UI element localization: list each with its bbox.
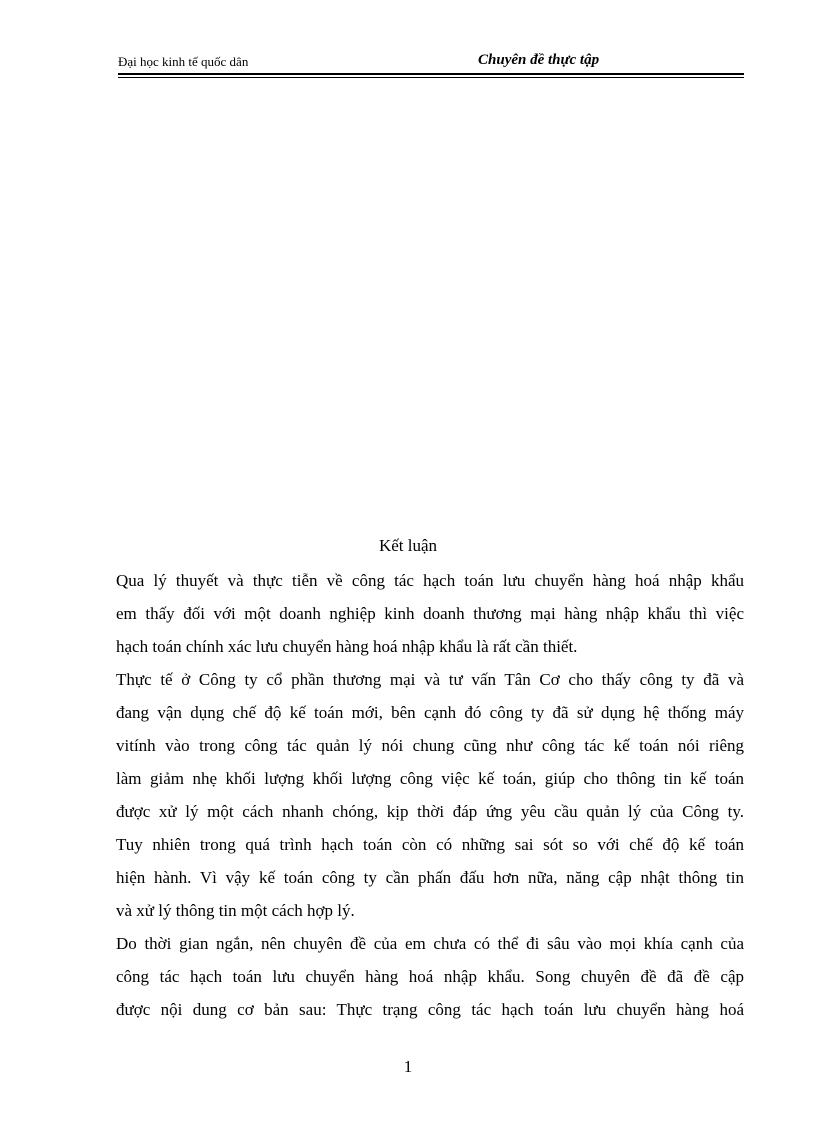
text-line-9: Tuy nhiên trong quá trình hạch toán còn có những sai sót so với chế độ kế toán xyxy=(116,835,744,854)
text-line-12: Do thời gian ngắn, nên chuyên đề của em chưa có thể đi sâu vào mọi khía cạnh của xyxy=(116,934,744,953)
text-line-4: Thực tế ở Công ty cổ phần thương mại và tư vấn Tân Cơ cho thấy công ty đã và xyxy=(116,670,744,689)
text-line-13: công tác hạch toán lưu chuyển hàng hoá nhập khẩu. Song chuyên đề đã đề cập xyxy=(116,967,744,986)
page-number: 1 xyxy=(403,1057,413,1076)
text-line-11: và xử lý thông tin một cách hợp lý. xyxy=(116,901,355,920)
page-header xyxy=(118,52,744,74)
header-document-type: Chuyên đề thực tập xyxy=(478,52,600,68)
text-line-2: em thấy đối với một doanh nghiệp kinh doanh thương mại hàng nhập khẩu thì việc xyxy=(116,604,744,623)
header-university: Đại học kinh tế quốc dân xyxy=(118,54,249,69)
text-line-8: được xử lý một cách nhanh chóng, kịp thời đáp ứng yêu cầu quản lý của Công ty. xyxy=(116,802,744,821)
text-line-7: làm giảm nhẹ khối lượng khối lượng công việc kế toán, giúp cho thông tin kế toán xyxy=(116,769,744,788)
text-line-3: hạch toán chính xác lưu chuyển hàng hoá nhập khẩu là rất cần thiết. xyxy=(116,637,578,656)
text-line-1: Qua lý thuyết và thực tiễn về công tác hạch toán lưu chuyển hàng hoá nhập khẩu xyxy=(116,571,744,590)
header-divider-thin xyxy=(118,77,744,78)
text-line-6: vitính vào trong công tác quản lý nói chung cũng như công tác kế toán nói riêng xyxy=(116,736,744,755)
text-line-14: được nội dung cơ bản sau: Thực trạng công tác hạch toán lưu chuyển hàng hoá xyxy=(116,1000,744,1019)
header-divider-thick xyxy=(118,73,744,75)
section-title: Kết luận xyxy=(378,536,438,555)
text-line-10: hiện hành. Vì vậy kế toán công ty cần phấn đấu hơn nữa, năng cập nhật thông tin xyxy=(116,868,744,887)
text-line-5: đang vận dụng chế độ kế toán mới, bên cạnh đó công ty đã sử dụng hệ thống máy xyxy=(116,703,744,722)
